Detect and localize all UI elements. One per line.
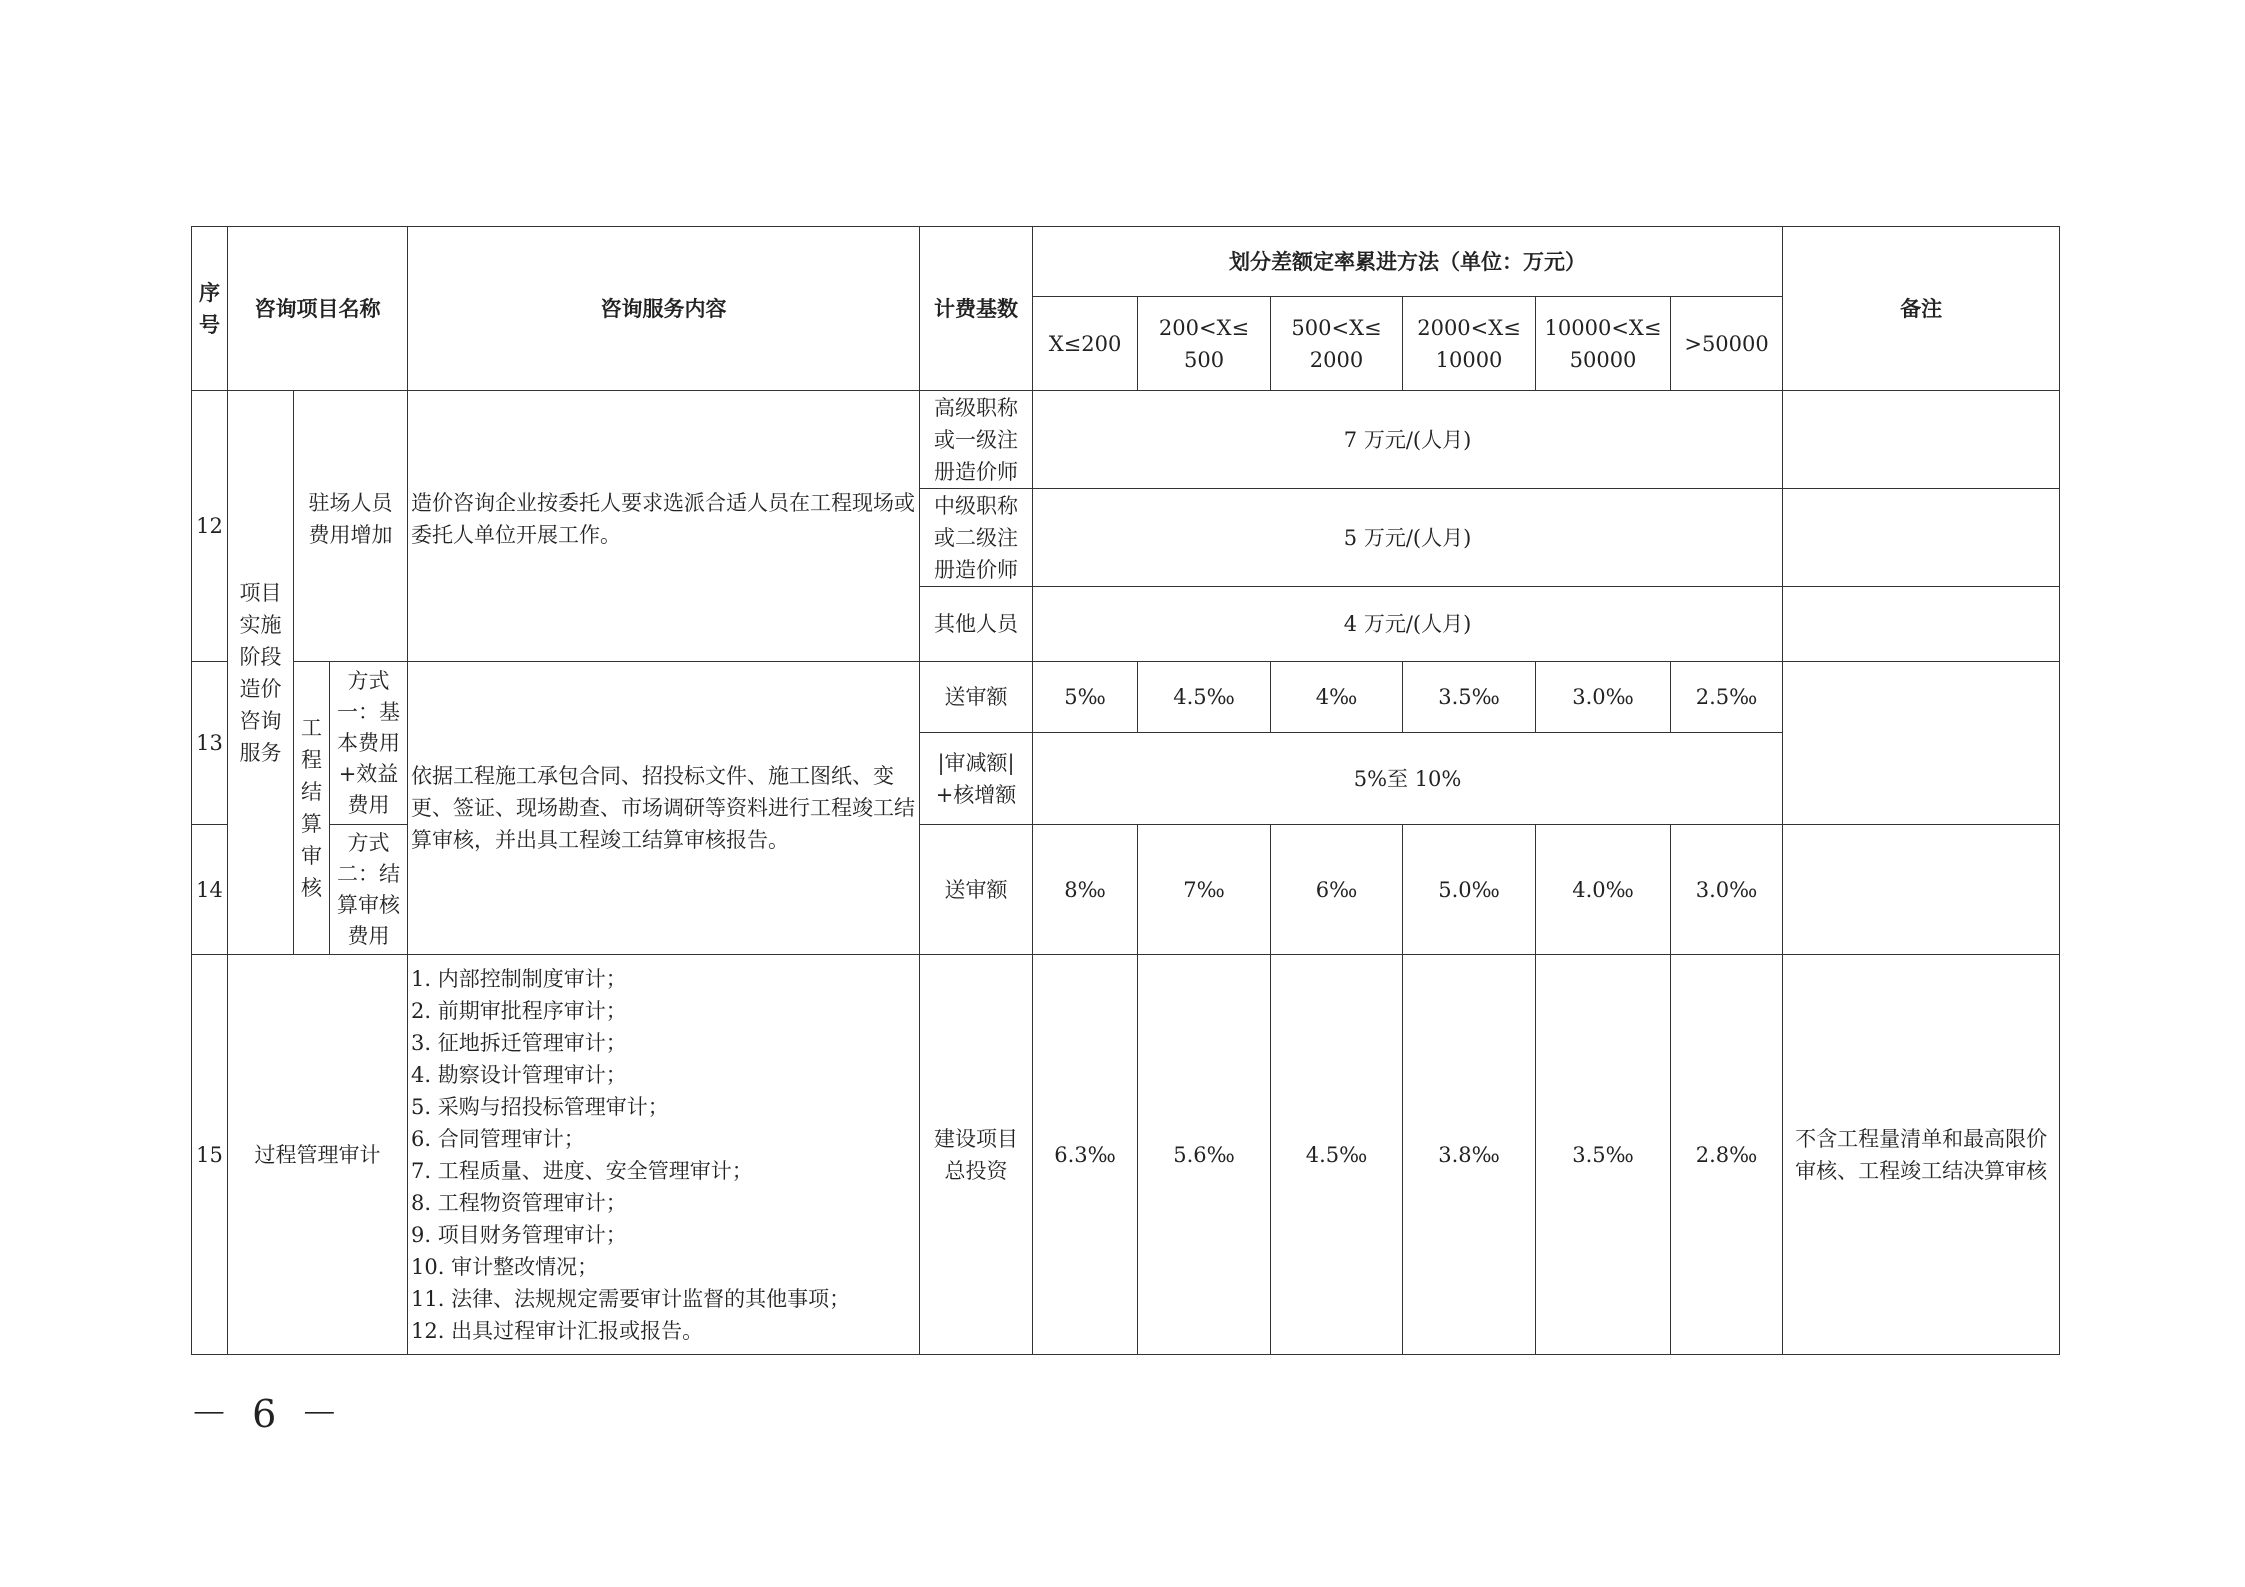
list-item: 10. 审计整改情况； [411,1254,599,1279]
settlement-content: 依据工程施工承包合同、招投标文件、施工图纸、变更、签证、现场勘查、市场调研等资料进行工程竣工结算审核，并出具工程竣工结算审核报告。 [408,662,920,955]
list-item: 11. 法律、法规规定需要审计监督的其他事项； [411,1286,851,1311]
rate-cell: 6‰ [1271,825,1403,955]
rate-cell: 8‰ [1033,825,1138,955]
group-label: 项目 实施 阶段 造价 咨询 服务 [228,391,294,955]
fee-basis: 其他人员 [920,587,1033,662]
settlement-name: 工 程 结 算 审 核 [294,662,330,955]
resident-name: 驻场人员 费用增加 [294,391,408,662]
row-seq: 13 [192,662,228,825]
rate-cell: 6.3‰ [1033,955,1138,1355]
rate-cell: 4.5‰ [1138,662,1271,733]
mode2-label: 方式 二：结 算审核 费用 [330,825,408,955]
rate-cell: 5‰ [1033,662,1138,733]
fee-basis: 建设项目 总投资 [920,955,1033,1355]
header-remark: 备注 [1783,227,2060,391]
rate-cell: 7‰ [1138,825,1271,955]
fee-basis: 中级职称 或二级注 册造价师 [920,489,1033,587]
header-fee-basis: 计费基数 [920,227,1033,391]
rate-cell: 3.8‰ [1403,955,1536,1355]
fee-basis: |审减额| +核增额 [920,733,1033,825]
fee-value: 5%至 10% [1033,733,1783,825]
remark-cell [1783,662,2060,825]
list-item: 9. 项目财务管理审计； [411,1222,627,1247]
range-header: X≤200 [1033,297,1138,391]
audit-remark: 不含工程量清单和最高限价审核、工程竣工结决算审核 [1783,955,2060,1355]
list-item: 3. 征地拆迁管理审计； [411,1030,627,1055]
remark-cell [1783,825,2060,955]
audit-name: 过程管理审计 [228,955,408,1355]
fee-value: 4 万元/(人月) [1033,587,1783,662]
rate-cell: 4‰ [1271,662,1403,733]
remark-cell [1783,587,2060,662]
rate-cell: 3.5‰ [1403,662,1536,733]
fee-basis: 送审额 [920,825,1033,955]
list-item: 2. 前期审批程序审计； [411,998,627,1023]
mode1-label: 方式 一：基 本费用 +效益 费用 [330,662,408,825]
header-row [192,227,2060,297]
rate-cell: 2.5‰ [1671,662,1783,733]
list-item: 8. 工程物资管理审计； [411,1190,627,1215]
row-seq: 15 [192,955,228,1355]
rate-cell: 4.0‰ [1536,825,1671,955]
header-method: 划分差额定率累进方法（单位：万元） [1033,227,1783,297]
rate-cell: 2.8‰ [1671,955,1783,1355]
fee-value: 7 万元/(人月) [1033,391,1783,489]
header-service-content: 咨询服务内容 [408,227,920,391]
rate-cell: 3.0‰ [1536,662,1671,733]
audit-items [408,955,920,1355]
range-header: 200<X≤ 500 [1138,297,1271,391]
range-header: 500<X≤ 2000 [1271,297,1403,391]
table-row [192,391,2060,489]
rate-cell: 3.5‰ [1536,955,1671,1355]
list-item: 12. 出具过程审计汇报或报告。 [411,1318,704,1343]
list-item: 7. 工程质量、进度、安全管理审计； [411,1158,753,1183]
rate-cell: 5.0‰ [1403,825,1536,955]
header-seq: 序 号 [192,227,228,391]
remark-cell [1783,391,2060,489]
range-header: 10000<X≤ 50000 [1536,297,1671,391]
fee-value: 5 万元/(人月) [1033,489,1783,587]
rate-cell: 3.0‰ [1671,825,1783,955]
list-item: 1. 内部控制制度审计； [411,966,627,991]
page-number: － 6 － [190,1392,345,1436]
rate-cell: 5.6‰ [1138,955,1271,1355]
list-item: 5. 采购与招投标管理审计； [411,1094,669,1119]
list-item: 4. 勘察设计管理审计； [411,1062,627,1087]
remark-cell [1783,489,2060,587]
table-row [192,955,2060,1355]
fee-table [191,226,2060,1355]
range-header: >50000 [1671,297,1783,391]
fee-basis: 高级职称 或一级注 册造价师 [920,391,1033,489]
range-header: 2000<X≤ 10000 [1403,297,1536,391]
row-seq: 14 [192,825,228,955]
header-project-name: 咨询项目名称 [228,227,408,391]
rate-cell: 4.5‰ [1271,955,1403,1355]
row-seq: 12 [192,391,228,662]
fee-basis: 送审额 [920,662,1033,733]
table-row [192,662,2060,733]
list-item: 6. 合同管理审计； [411,1126,585,1151]
resident-content: 造价咨询企业按委托人要求选派合适人员在工程现场或委托人单位开展工作。 [408,391,920,662]
